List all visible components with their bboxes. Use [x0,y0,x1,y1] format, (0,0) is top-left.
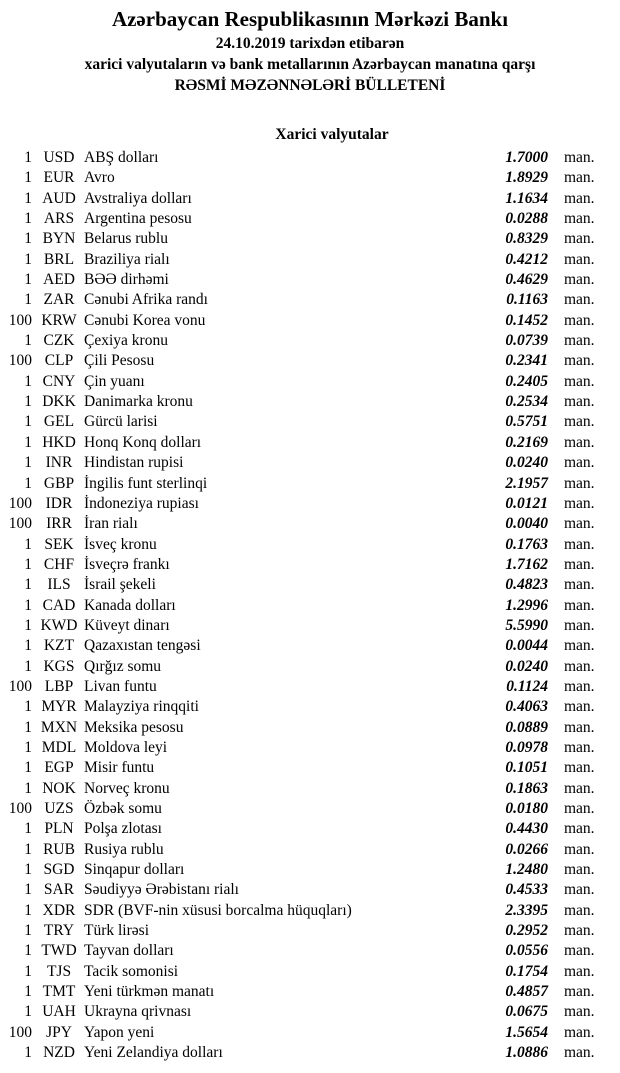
table-row [0,494,604,514]
unit-label: man. [564,271,595,289]
rate-value: 0.0180 [505,800,548,817]
rate-value: 0.0240 [505,657,548,675]
table-row [0,616,604,636]
quantity: 100 [8,494,32,512]
currency-name: Cənubi Korea vonu [84,311,206,329]
unit-label: man. [564,454,595,472]
quantity: 1 [24,576,32,594]
currency-code: SGD [43,861,75,879]
quantity: 1 [24,901,32,919]
unit-label: man. [564,1023,595,1041]
quantity: 1 [24,759,32,777]
rate-value: 0.0556 [505,942,548,960]
currency-name: Çin yuanı [84,372,145,390]
unit-label: man. [564,779,595,797]
currency-code: PLN [44,820,74,838]
quantity: 1 [24,372,32,390]
table-row [0,901,604,921]
unit-label: man. [564,413,595,431]
currency-name: Honq Konq dolları [84,433,202,451]
quantity: 1 [24,189,32,207]
unit-label: man. [564,942,595,960]
table-row [0,921,604,941]
unit-label: man. [564,230,595,248]
table-row [0,575,604,595]
currency-code: GBP [43,474,75,492]
currency-code: HKD [42,433,76,451]
table-row [0,555,604,575]
currency-name: Meksika pesosu [84,718,184,736]
currency-code: KZT [43,637,75,655]
unit-label: man. [564,210,595,228]
rate-value: 1.2480 [505,861,548,879]
table-row [0,1043,604,1063]
currency-code: GEL [43,413,75,431]
unit-label: man. [564,962,595,980]
table-row [0,819,604,839]
quantity: 1 [24,250,32,268]
currency-code: USD [43,149,75,166]
currency-code: BRL [43,250,75,268]
currency-name: Tacik somonisi [84,962,179,980]
table-row [0,962,604,982]
quantity: 1 [24,616,32,634]
currency-code: EGP [44,759,74,777]
quantity: 1 [24,332,32,350]
currency-name: Çexiya kronu [84,332,168,350]
bank-name-title: Azərbaycan Respublikasının Mərkəzi Bankı [111,7,509,31]
currency-code: AED [43,271,75,289]
quantity: 1 [24,535,32,553]
quantity: 100 [8,800,32,817]
unit-label: man. [564,1044,595,1062]
unit-label: man. [564,698,595,716]
unit-label: man. [564,393,595,411]
unit-label: man. [564,352,595,370]
rate-value: 1.7000 [505,149,548,166]
table-row [0,799,604,819]
quantity: 1 [24,291,32,309]
currency-code: ARS [43,210,75,228]
unit-label: man. [564,576,595,594]
unit-label: man. [564,637,595,655]
currency-code: UAH [42,1003,76,1021]
currency-code: KWD [40,616,78,634]
currency-code: CAD [42,596,76,614]
rate-value: 0.0739 [505,332,548,350]
rate-value: 0.2952 [505,922,548,940]
currency-name: BƏƏ dirhəmi [84,271,169,289]
table-row [0,270,604,290]
currency-name: Yeni Zelandiya dolları [84,1044,223,1062]
unit-label: man. [564,555,595,573]
currency-code: TRY [43,922,75,940]
rate-value: 0.0675 [505,1003,548,1021]
rate-value: 1.5654 [505,1023,548,1041]
quantity: 1 [24,962,32,980]
quantity: 1 [24,413,32,431]
rate-value: 1.1634 [505,189,548,207]
unit-label: man. [564,372,595,390]
subject-line: xarici valyutaların və bank metallarının Azərbaycan manatına qarşı [84,56,536,73]
currency-code: CLP [44,352,74,370]
rate-value: 0.0040 [505,515,548,533]
currency-name: Argentina pesosu [84,210,192,228]
rate-value: 0.0288 [505,210,548,228]
currency-name: Hindistan rupisi [84,454,184,472]
table-row [0,250,604,270]
currency-name: Livan funtu [84,677,157,695]
currency-name: Braziliya rialı [84,250,170,268]
quantity: 1 [24,718,32,736]
table-row [0,433,604,453]
quantity: 1 [24,596,32,614]
quantity: 1 [24,1044,32,1062]
table-row [0,636,604,656]
unit-label: man. [564,149,595,166]
currency-name: Türk lirəsi [84,922,149,940]
currency-name: Qazaxıstan tengəsi [84,637,201,655]
quantity: 1 [24,922,32,940]
currency-code: LBP [44,677,74,695]
unit-label: man. [564,820,595,838]
rate-value: 0.0121 [505,494,548,512]
rate-value: 0.4063 [505,698,548,716]
currency-name: Norveç kronu [84,779,170,797]
table-row [0,779,604,799]
table-row [0,697,604,717]
table-row [0,840,604,860]
currency-name: Səudiyyə Ərəbistanı rialı [84,881,239,899]
currency-code: BYN [42,230,76,248]
currency-name: Rusiya rublu [84,840,164,858]
quantity: 1 [24,210,32,228]
currency-name: İran rialı [84,515,138,533]
rate-value: 0.4212 [505,250,548,268]
unit-label: man. [564,596,595,614]
currency-code: IDR [45,494,73,512]
table-row [0,453,604,473]
quantity: 1 [24,1003,32,1021]
currency-code: ZAR [43,291,75,309]
table-row [0,209,604,229]
section-title-foreign-currencies: Xarici valyutalar [275,126,389,143]
currency-name: Çili Pesosu [84,352,155,370]
currency-code: RUB [43,840,75,858]
unit-label: man. [564,494,595,512]
currency-name: İngilis funt sterlinqi [84,474,208,492]
table-row [0,677,604,697]
quantity: 1 [24,738,32,756]
quantity: 100 [8,311,32,329]
currency-code: DKK [42,393,76,411]
currency-code: TWD [41,942,77,960]
rate-value: 0.2405 [505,372,548,390]
quantity: 100 [8,677,32,695]
unit-label: man. [564,677,595,695]
currency-code: INR [45,454,73,472]
currency-name: Ukrayna qrivnası [84,1003,192,1021]
quantity: 1 [24,840,32,858]
table-row [0,148,604,168]
currency-name: Tayvan dolları [84,942,174,960]
currency-name: Polşa zlotası [84,820,162,838]
currency-name: Belarus rublu [84,230,168,248]
quantity: 1 [24,393,32,411]
currency-code: MYR [41,698,77,716]
rate-value: 0.2169 [505,433,548,451]
currency-name: İndoneziya rupiası [84,494,199,512]
quantity: 100 [8,1023,32,1041]
currency-name: Gürcü larisi [84,413,158,431]
currency-name: Kanada dolları [84,596,176,614]
rate-value: 1.0886 [505,1044,548,1062]
unit-label: man. [564,922,595,940]
rate-value: 0.0978 [505,738,548,756]
rate-value: 1.8929 [505,169,548,187]
table-row [0,229,604,249]
rate-value: 0.1863 [505,779,548,797]
rate-value: 0.0889 [505,718,548,736]
unit-label: man. [564,861,595,879]
currency-code: NZD [43,1044,75,1062]
unit-label: man. [564,657,595,675]
currency-code: TJS [46,962,72,980]
currency-code: SAR [43,881,75,899]
table-row [0,514,604,534]
effective-date-line: 24.10.2019 tarixdən etibarən [215,35,405,52]
table-row [0,311,604,331]
currency-code: CHF [43,555,75,573]
currency-code: IRR [46,515,72,533]
rate-value: 0.4629 [505,271,548,289]
rate-value: 0.1754 [505,962,548,980]
quantity: 1 [24,820,32,838]
rate-value: 0.5751 [505,413,548,431]
currency-name: Misir funtu [84,759,155,777]
table-row [0,941,604,961]
currency-code: JPY [46,1023,72,1041]
rate-value: 5.5990 [505,616,548,634]
currency-name: Danimarka kronu [84,393,193,411]
unit-label: man. [564,433,595,451]
quantity: 1 [24,983,32,1001]
quantity: 1 [24,881,32,899]
table-row [0,982,604,1002]
unit-label: man. [564,515,595,533]
unit-label: man. [564,535,595,553]
currency-code: EUR [43,169,75,187]
bulletin-title: RƏSMİ MƏZƏNNƏLƏRİ BÜLLETENİ [174,77,446,94]
table-row [0,331,604,351]
unit-label: man. [564,291,595,309]
unit-label: man. [564,189,595,207]
table-row [0,412,604,432]
currency-name: ABŞ dolları [84,149,159,166]
currency-code: ILS [47,576,71,594]
table-row [0,1002,604,1022]
unit-label: man. [564,169,595,187]
currency-name: Küveyt dinarı [84,616,170,634]
rate-value: 2.1957 [505,474,548,492]
currency-code: NOK [42,779,76,797]
rate-value: 0.1763 [505,535,548,553]
quantity: 1 [24,555,32,573]
rate-value: 1.7162 [505,555,548,573]
rate-value: 0.4533 [505,881,548,899]
table-row [0,880,604,900]
table-row [0,738,604,758]
currency-name: Yeni türkmən manatı [84,983,215,1001]
table-row [0,657,604,677]
unit-label: man. [564,250,595,268]
rate-value: 0.4430 [505,820,548,838]
unit-label: man. [564,901,595,919]
quantity: 1 [24,169,32,187]
table-row [0,718,604,738]
rate-value: 0.8329 [505,230,548,248]
unit-label: man. [564,759,595,777]
table-row [0,860,604,880]
unit-label: man. [564,474,595,492]
quantity: 1 [24,637,32,655]
currency-name: Malayziya rinqqiti [84,698,199,716]
rate-value: 0.4823 [505,576,548,594]
currency-code: MXN [40,718,78,736]
currency-code: CZK [43,332,75,350]
currency-code: SEK [44,535,74,553]
quantity: 1 [24,149,32,166]
rate-value: 0.0266 [505,840,548,858]
currency-code: AUD [42,189,76,207]
quantity: 1 [24,433,32,451]
currency-name: Avro [84,169,115,187]
currency-name: İsveç kronu [84,535,157,553]
rate-value: 0.1124 [506,677,548,695]
unit-label: man. [564,332,595,350]
rate-value: 0.0044 [505,637,548,655]
currency-name: Avstraliya dolları [84,189,192,207]
quantity: 100 [8,352,32,370]
currency-name: Yapon yeni [84,1023,155,1041]
table-row [0,168,604,188]
unit-label: man. [564,840,595,858]
currency-code: UZS [44,800,74,817]
currency-code: XDR [42,901,76,919]
rate-value: 0.0240 [505,454,548,472]
currency-code: CNY [42,372,76,390]
currency-name: Sinqapur dolları [84,861,185,879]
unit-label: man. [564,1003,595,1021]
table-row [0,535,604,555]
rate-value: 0.4857 [505,983,548,1001]
unit-label: man. [564,616,595,634]
unit-label: man. [564,738,595,756]
unit-label: man. [564,718,595,736]
quantity: 1 [24,942,32,960]
unit-label: man. [564,800,595,817]
quantity: 1 [24,779,32,797]
quantity: 1 [24,861,32,879]
table-row [0,189,604,209]
currency-code: TMT [42,983,76,1001]
rate-value: 0.1051 [505,759,548,777]
rates-table [0,148,620,1063]
table-row [0,474,604,494]
rate-value: 2.3395 [505,901,548,919]
quantity: 1 [24,698,32,716]
currency-name: Qırğız somu [84,657,162,675]
unit-label: man. [564,983,595,1001]
table-row [0,372,604,392]
table-row [0,392,604,412]
unit-label: man. [564,881,595,899]
currency-name: SDR (BVF-nin xüsusi borcalma hüquqları) [84,901,352,919]
currency-code: KRW [41,311,77,329]
rate-value: 0.2534 [505,393,548,411]
rate-value: 1.2996 [505,596,548,614]
currency-name: İsveçrə frankı [84,555,170,573]
table-row [0,290,604,310]
currency-code: MDL [41,738,77,756]
rate-value: 0.1452 [505,311,548,329]
rate-value: 0.1163 [506,291,548,309]
currency-name: Cənubi Afrika randı [84,291,208,309]
quantity: 1 [24,230,32,248]
table-row [0,1023,604,1043]
quantity: 1 [24,474,32,492]
currency-code: KGS [43,657,75,675]
currency-name: Özbək somu [84,800,162,817]
rate-value: 0.2341 [505,352,548,370]
quantity: 1 [24,454,32,472]
quantity: 1 [24,657,32,675]
currency-name: İsrail şekeli [84,576,156,594]
bulletin-header [0,0,620,96]
table-row [0,596,604,616]
table-row [0,758,604,778]
unit-label: man. [564,311,595,329]
table-row [0,351,604,371]
quantity: 100 [8,515,32,533]
currency-name: Moldova leyi [84,738,168,756]
quantity: 1 [24,271,32,289]
